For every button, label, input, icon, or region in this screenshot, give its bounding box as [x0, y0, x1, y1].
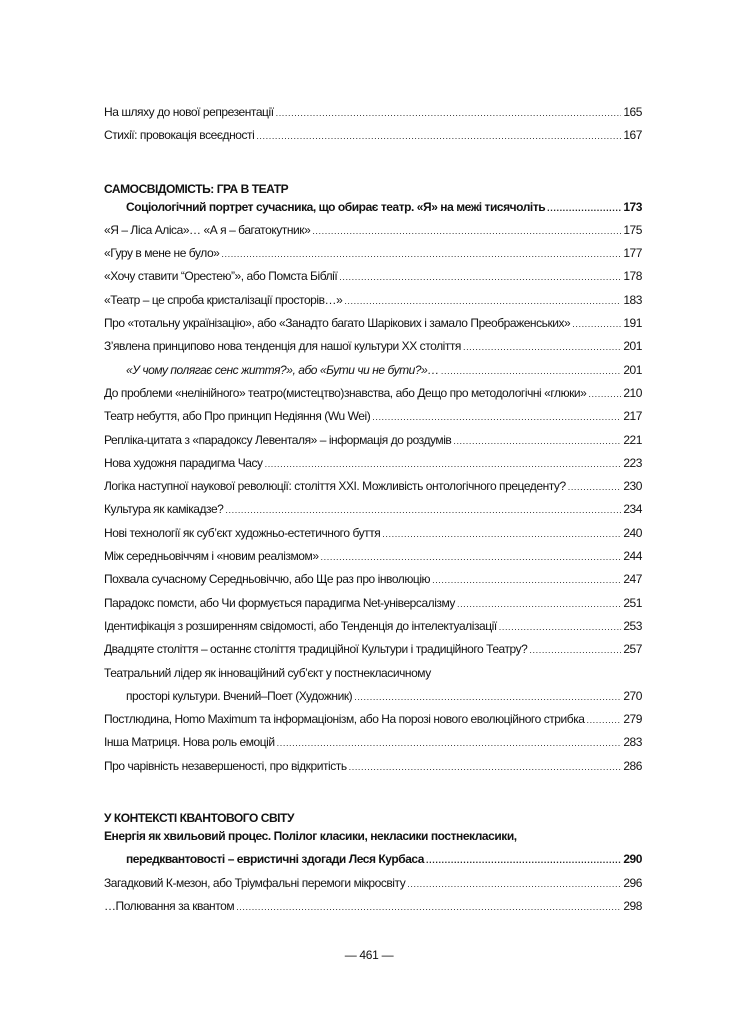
toc-entry	[104, 759, 642, 782]
entry-title: До проблеми «нелінійного» театро(мистецтво)знавства, або Дещо про методологічні «глюки»	[104, 385, 587, 400]
toc-entry-line1	[104, 666, 642, 689]
entry-page: 201	[623, 362, 642, 377]
toc-entry	[104, 479, 642, 502]
entry-page: 230	[623, 479, 642, 494]
entry-title: Загадковий К-мезон, або Тріумфальні перемоги мікросвіту	[104, 875, 406, 890]
entry-title: Нова художня парадигма Часу	[104, 455, 263, 470]
dot-leader	[225, 505, 621, 515]
toc-entry	[104, 502, 642, 525]
entry-title: Логіка наступної наукової революції: століття XXI. Можливість онтологічного прецеденту?	[104, 479, 566, 494]
entry-page: 283	[623, 735, 642, 750]
dot-leader	[221, 249, 621, 259]
dot-leader	[441, 366, 621, 376]
section-heading: У КОНТЕКСТІ КВАНТОВОГО СВІТУ	[104, 811, 294, 826]
toc-entry	[104, 433, 642, 456]
entry-page: 251	[623, 595, 642, 610]
entry-title: Енергія як хвильовий процес. Полілог класики, некласики постнекласики,	[104, 829, 517, 844]
toc-entry	[104, 223, 642, 246]
toc-entry	[104, 572, 642, 595]
toc-entry	[104, 549, 642, 572]
entry-title: «Я – Ліса Аліса»… «А я – багатокутник»	[104, 222, 311, 237]
entry-title: Похвала сучасному Середньовіччю, або Ще раз про інволюцію	[104, 572, 431, 587]
dot-leader	[382, 529, 621, 539]
entry-title: Театральний лідер як інноваційний суб’єкт у постнекласичному	[104, 665, 431, 680]
dot-leader	[276, 108, 622, 118]
entry-page: 279	[623, 712, 642, 727]
entry-page: 240	[623, 525, 642, 540]
dot-leader	[572, 319, 621, 329]
entry-page: 290	[623, 852, 642, 867]
dot-leader	[354, 692, 621, 702]
entry-page: 257	[623, 642, 642, 657]
toc-entry	[104, 339, 642, 362]
entry-title: …Полювання за квантом	[104, 898, 235, 913]
entry-title: передквантовості – евристичні здогади Леся Курбаса	[126, 852, 425, 867]
entry-title: Між середньовіччям і «новим реалізмом»	[104, 549, 319, 564]
entry-page: 173	[623, 199, 642, 214]
entry-title: Культура як камікадзе?	[104, 502, 224, 517]
entry-title: «Хочу ставити “Орестею”», або Помста Біблії	[104, 269, 338, 284]
toc-entry	[104, 269, 642, 292]
dot-leader	[547, 203, 621, 213]
entry-page: 247	[623, 572, 642, 587]
toc-entry	[104, 456, 642, 479]
toc-entry	[104, 386, 642, 409]
dot-leader	[457, 599, 621, 609]
entry-page: 183	[623, 292, 642, 307]
toc-entry	[104, 316, 642, 339]
entry-page: 165	[623, 105, 642, 119]
dot-leader	[372, 412, 621, 422]
entry-page: 191	[623, 316, 642, 331]
entry-page: 177	[623, 246, 642, 261]
dot-leader	[407, 879, 621, 889]
table-of-contents	[104, 105, 642, 922]
toc-entry	[104, 526, 642, 549]
entry-page: 223	[623, 455, 642, 470]
entry-title: «Гуру в мене не було»	[104, 246, 220, 261]
dot-leader	[256, 131, 621, 141]
entry-title: «У чому полягає сенс життя?», або «Бути чи не бути?»…	[126, 362, 439, 377]
dot-leader	[499, 622, 622, 632]
toc-lead-entry	[104, 200, 642, 223]
entry-title: Постлюдина, Homo Maximum та інформаціонізм, або На порозі нового еволюційного стрибка	[104, 712, 585, 727]
entry-title: «Театр – це спроба кристалізації просторів…»	[104, 292, 343, 307]
dot-leader	[339, 272, 621, 282]
dot-leader	[426, 855, 621, 865]
entry-page: 167	[623, 128, 642, 143]
page-number: — 461 —	[344, 948, 394, 962]
toc-lead-entry-line1	[104, 829, 642, 852]
entry-title: Ідентифікація з розширенням свідомості, або Тенденція до інтелектуалізації	[104, 618, 497, 633]
entry-page: 298	[623, 898, 642, 913]
toc-subentry	[104, 363, 642, 386]
entry-title: Театр небуття, або Про принцип Недіяння (Wu Wei)	[104, 409, 371, 424]
toc-entry	[104, 128, 642, 151]
entry-page: 244	[623, 549, 642, 564]
entry-page: 178	[623, 269, 642, 284]
entry-title: Стихії: провокація всеєдності	[104, 128, 255, 143]
entry-page: 210	[623, 385, 642, 400]
toc-lead-entry-line2	[104, 852, 642, 875]
dot-leader	[349, 762, 622, 772]
entry-title: Інша Матриця. Нова роль емоцій	[104, 735, 275, 750]
entry-title: Про чарівність незавершеності, про відкритість	[104, 758, 347, 773]
dot-leader	[463, 342, 621, 352]
entry-page: 201	[623, 339, 642, 354]
toc-entry	[104, 712, 642, 735]
entry-title: На шляху до нової репрезентації	[104, 105, 274, 119]
entry-title: просторі культури. Вчений–Поет (Художник)	[126, 688, 353, 703]
entry-page: 270	[623, 688, 642, 703]
entry-title: Соціологічний портрет сучасника, що обирає театр. «Я» на межі тисячоліть	[126, 199, 546, 214]
entry-title: Про «тотальну українізацію», або «Занадто багато Шарікових і замало Преображенських»	[104, 316, 571, 331]
toc-entry	[104, 899, 642, 922]
entry-title: Двадцяте століття – останнє століття традиційної Культури і традиційного Театру?	[104, 642, 528, 657]
dot-leader	[568, 482, 622, 492]
dot-leader	[453, 436, 621, 446]
entry-page: 286	[623, 758, 642, 773]
toc-entry	[104, 735, 642, 758]
toc-entry	[104, 596, 642, 619]
entry-page: 217	[623, 409, 642, 424]
toc-entry	[104, 876, 642, 899]
dot-leader	[344, 296, 621, 306]
entry-title: З’явлена принципово нова тенденція для нашої культури XX століття	[104, 339, 461, 354]
entry-page: 234	[623, 502, 642, 517]
section-heading: САМОСВІДОМІСТЬ: ГРА В ТЕАТР	[104, 181, 289, 196]
toc-entry	[104, 409, 642, 432]
dot-leader	[265, 459, 622, 469]
toc-entry-line2	[104, 689, 642, 712]
entry-page: 253	[623, 618, 642, 633]
toc-entry	[104, 293, 642, 316]
toc-entry	[104, 619, 642, 642]
entry-title: Нові технології як суб’єкт художньо-естетичного буття	[104, 525, 381, 540]
dot-leader	[432, 575, 621, 585]
entry-page: 221	[623, 432, 642, 447]
dot-leader	[236, 902, 621, 912]
entry-title: Репліка-цитата з «парадоксу Левенталя» – інформація до роздумів	[104, 432, 452, 447]
dot-leader	[529, 645, 621, 655]
toc-entry	[104, 105, 642, 128]
dot-leader	[321, 552, 622, 562]
entry-page: 175	[623, 222, 642, 237]
toc-entry	[104, 246, 642, 269]
dot-leader	[588, 389, 621, 399]
dot-leader	[277, 738, 622, 748]
toc-entry	[104, 642, 642, 665]
dot-leader	[586, 715, 621, 725]
entry-title: Парадокс помсти, або Чи формується парадигма Net-універсалізму	[104, 595, 455, 610]
dot-leader	[312, 226, 621, 236]
entry-page: 296	[623, 875, 642, 890]
